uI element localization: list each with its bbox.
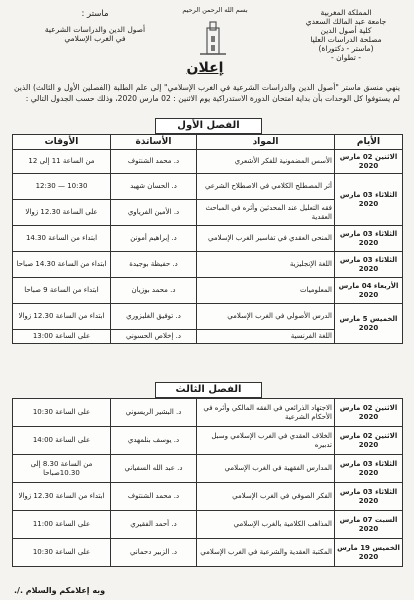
professor-cell: د. توفيق الغلبزوري: [111, 304, 197, 330]
semester-3-table: [12, 398, 403, 567]
day-cell: الاثنين 02 مارس 2020: [335, 150, 403, 174]
professor-cell: د. إبراهيم أمونن: [111, 226, 197, 252]
announcement-body: [14, 82, 400, 104]
day-cell: الاثنين 02 مارس 2020: [335, 427, 403, 455]
basmala: بسم الله الرحمن الرحيم: [182, 6, 248, 14]
table-row: [13, 226, 403, 252]
subject-cell: الاجتهاد الذرائعي في الفقه المالكي وأثره في الأحكام الشرعية: [197, 399, 335, 427]
subject-cell: المنحى العقدي في تفاسير الغرب الإسلامي: [197, 226, 335, 252]
time-cell: من الساعة 11 إلى 12: [13, 150, 111, 174]
day-cell: الاثنين 02 مارس 2020: [335, 399, 403, 427]
table-row: [13, 483, 403, 511]
professor-cell: د. عبد الله السفياني: [111, 455, 197, 483]
table-row: [13, 304, 403, 330]
subject-cell: فقه التعليل عند المحدثين وأثره في المباحث العقدية: [197, 200, 335, 226]
header-line: كلية أصول الدين: [320, 26, 372, 35]
subject-cell: الأسس المضمونية للفكر الأشعري: [197, 150, 335, 174]
time-cell: ابتداء من الساعة 12.30 زوالا: [13, 304, 111, 330]
professor-cell: د. يوسف بنلمهدي: [111, 427, 197, 455]
table-row: [13, 252, 403, 278]
header-line: - تطوان -: [331, 53, 361, 62]
professor-cell: د. الزبير دحماني: [111, 539, 197, 567]
time-cell: على الساعة 12.30 زوالا: [13, 200, 111, 226]
professor-cell: د. الأمين الفرياوي: [111, 200, 197, 226]
closing-line: وبه إعلامكم والسلام ./.: [14, 586, 106, 595]
professor-cell: د. أحمد الفقيري: [111, 511, 197, 539]
master-name-line: في الغرب الإسلامي: [64, 34, 126, 43]
professor-cell: د. البشير الريسوني: [111, 399, 197, 427]
header-line: جامعة عبد المالك السعدي: [305, 17, 387, 26]
day-cell: السبت 07 مارس 2020: [335, 511, 403, 539]
header-professors: الأساتذة: [111, 135, 197, 150]
time-cell: ابتداء من الساعة 14.30: [13, 226, 111, 252]
professor-cell: د. محمد بوزيان: [111, 278, 197, 304]
time-cell: 10:30 — 12:30: [13, 174, 111, 200]
day-cell: الثلاثاء 03 مارس 2020: [335, 174, 403, 226]
subject-cell: اللغة الإنجليزية: [197, 252, 335, 278]
table-row: [13, 539, 403, 567]
header-days: الأيام: [335, 135, 403, 150]
day-cell: الثلاثاء 03 مارس 2020: [335, 483, 403, 511]
professor-cell: د. إخلاص الحسوني: [111, 330, 197, 344]
professor-cell: د. محمد الشنتوف: [111, 483, 197, 511]
semester-3-title: الفصل الثالث: [155, 382, 262, 398]
day-cell: الثلاثاء 03 مارس 2020: [335, 226, 403, 252]
header-times: الأوقات: [13, 135, 111, 150]
semester-1-table: [12, 134, 403, 344]
day-cell: الأربعاء 04 مارس 2020: [335, 278, 403, 304]
master-name-line: أصول الدين والدراسات الشرعية: [44, 25, 146, 34]
subject-cell: أثر المصطلح الكلامي في الاصطلاح الشرعي: [197, 174, 335, 200]
professor-cell: د. الحسان شهيد: [111, 174, 197, 200]
time-cell: على الساعة 13:00: [13, 330, 111, 344]
day-cell: الثلاثاء 03 مارس 2020: [335, 252, 403, 278]
time-cell: ابتداء من الساعة 14.30 صباحا: [13, 252, 111, 278]
header-subjects: المواد: [197, 135, 335, 150]
header-line: المملكة المغربية: [320, 8, 372, 17]
subject-cell: المكتبة العقدية والشرعية في الغرب الإسلامي: [197, 539, 335, 567]
master-label: ماستر :: [81, 9, 109, 19]
announcement-title: إعلان: [186, 60, 224, 76]
time-cell: على الساعة 10:30: [13, 399, 111, 427]
table-row: [13, 150, 403, 174]
header-line: (ماستر - دكتوراة): [318, 44, 374, 53]
subject-cell: اللغة الفرنسية: [197, 330, 335, 344]
subject-cell: المعلوميات: [197, 278, 335, 304]
institution-header: [286, 8, 406, 62]
header-line: مصلحة الدراسات العليا: [310, 35, 382, 44]
table-row: [13, 278, 403, 304]
announcement-text: ينهي منسق ماستر "أصول الدين والدراسات الشرعية في الغرب الإسلامي" إلى علم الطلبة (الفصلين الأول و الثالث) الذين لم يستوفوا كل الوحدات بأن بداية امتحان الدورة الاستدراكية يوم الاثنين : 02 مارس 2020، وذلك حسب الجدول التالي :: [14, 83, 400, 103]
time-cell: من الساعة 8.30 إلى 10.30صباحا: [13, 455, 111, 483]
time-cell: ابتداء من الساعة 9 صباحا: [13, 278, 111, 304]
university-emblem-icon: [196, 18, 230, 58]
day-cell: الخميس 5 مارس 2020: [335, 304, 403, 344]
subject-cell: الدرس الأصولي في الغرب الإسلامي: [197, 304, 335, 330]
table-row: [13, 511, 403, 539]
time-cell: على الساعة 14:00: [13, 427, 111, 455]
day-cell: الخميس 19 مارس 2020: [335, 539, 403, 567]
subject-cell: الفكر الصوفي في الغرب الإسلامي: [197, 483, 335, 511]
table-row: [13, 174, 403, 200]
subject-cell: المذاهب الكلامية بالغرب الإسلامي: [197, 511, 335, 539]
time-cell: على الساعة 10:30: [13, 539, 111, 567]
table-header-row: [13, 135, 403, 150]
master-header: [30, 10, 160, 43]
professor-cell: د. حفيظة بوجيدة: [111, 252, 197, 278]
subject-cell: الخلاف العقدي في الغرب الإسلامي وسبل تدبيره: [197, 427, 335, 455]
table-row: [13, 455, 403, 483]
time-cell: على الساعة 11:00: [13, 511, 111, 539]
time-cell: ابتداء من الساعة 12.30 زوالا: [13, 483, 111, 511]
professor-cell: د. محمد الشنتوف: [111, 150, 197, 174]
day-cell: الثلاثاء 03 مارس 2020: [335, 455, 403, 483]
semester-1-title: الفصل الأول: [155, 118, 262, 134]
table-row: [13, 427, 403, 455]
table-row: [13, 399, 403, 427]
subject-cell: المدارس الفقهية في الغرب الإسلامي: [197, 455, 335, 483]
